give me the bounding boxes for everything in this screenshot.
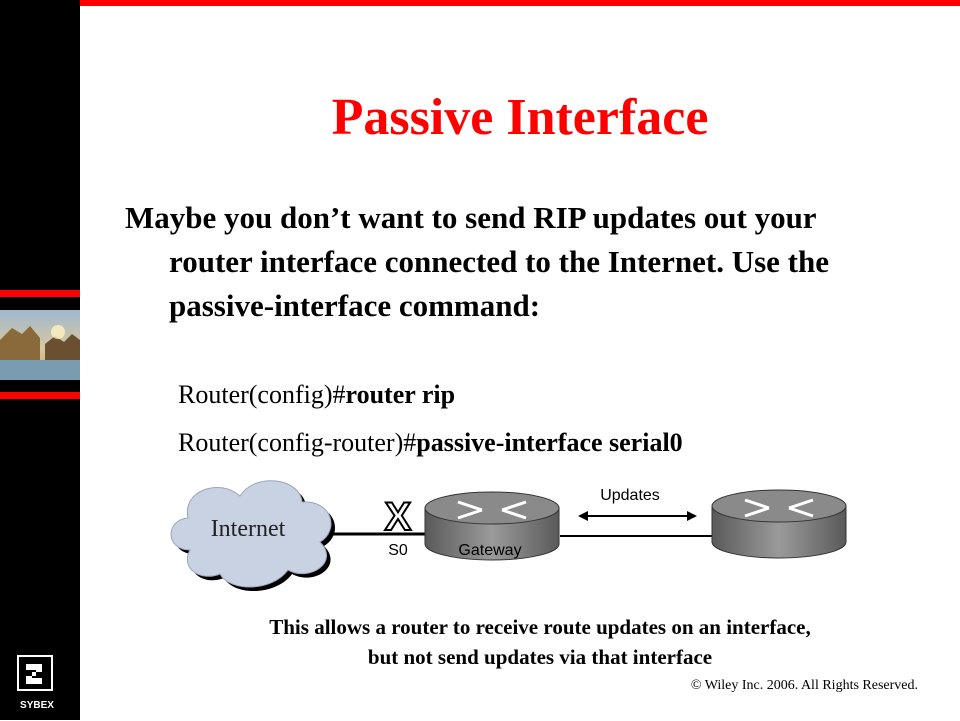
blocked-x-icon: X [384, 495, 412, 539]
updates-label: Updates [600, 487, 660, 504]
sidebar [0, 0, 80, 720]
svg-text:SYBEX: SYBEX [20, 700, 54, 711]
sybex-logo [6, 648, 68, 716]
top-accent-bar [80, 0, 960, 6]
gateway-label: Gateway [458, 542, 522, 559]
sidebar-photo [0, 310, 80, 380]
copyright-notice: © Wiley Inc. 2006. All Rights Reserved. [690, 678, 918, 693]
command-line [178, 380, 455, 410]
caption [140, 612, 940, 672]
body-paragraph: Maybe you don’t want to send RIP updates out your router interface connected to the Internet. Use the passive-interface command: [125, 200, 829, 323]
command-text: router rip [345, 380, 456, 409]
network-diagram [160, 470, 860, 600]
slide-title: Passive Interface [331, 89, 709, 146]
command-prompt: Router(config)# [178, 380, 346, 409]
remote-router-icon [712, 490, 846, 558]
interface-label: S0 [388, 542, 408, 559]
sidebar-stripe [0, 392, 80, 399]
updates-arrow-icon [578, 511, 697, 521]
command-line [178, 428, 683, 458]
caption-line: but not send updates via that interface [367, 645, 713, 669]
sidebar-stripe [0, 290, 80, 297]
command-text: passive-interface serial0 [416, 428, 683, 457]
cloud-label: Internet [210, 516, 286, 542]
caption-line: This allows a router to receive route updates on an interface, [269, 615, 811, 639]
command-prompt: Router(config-router)# [178, 428, 417, 457]
